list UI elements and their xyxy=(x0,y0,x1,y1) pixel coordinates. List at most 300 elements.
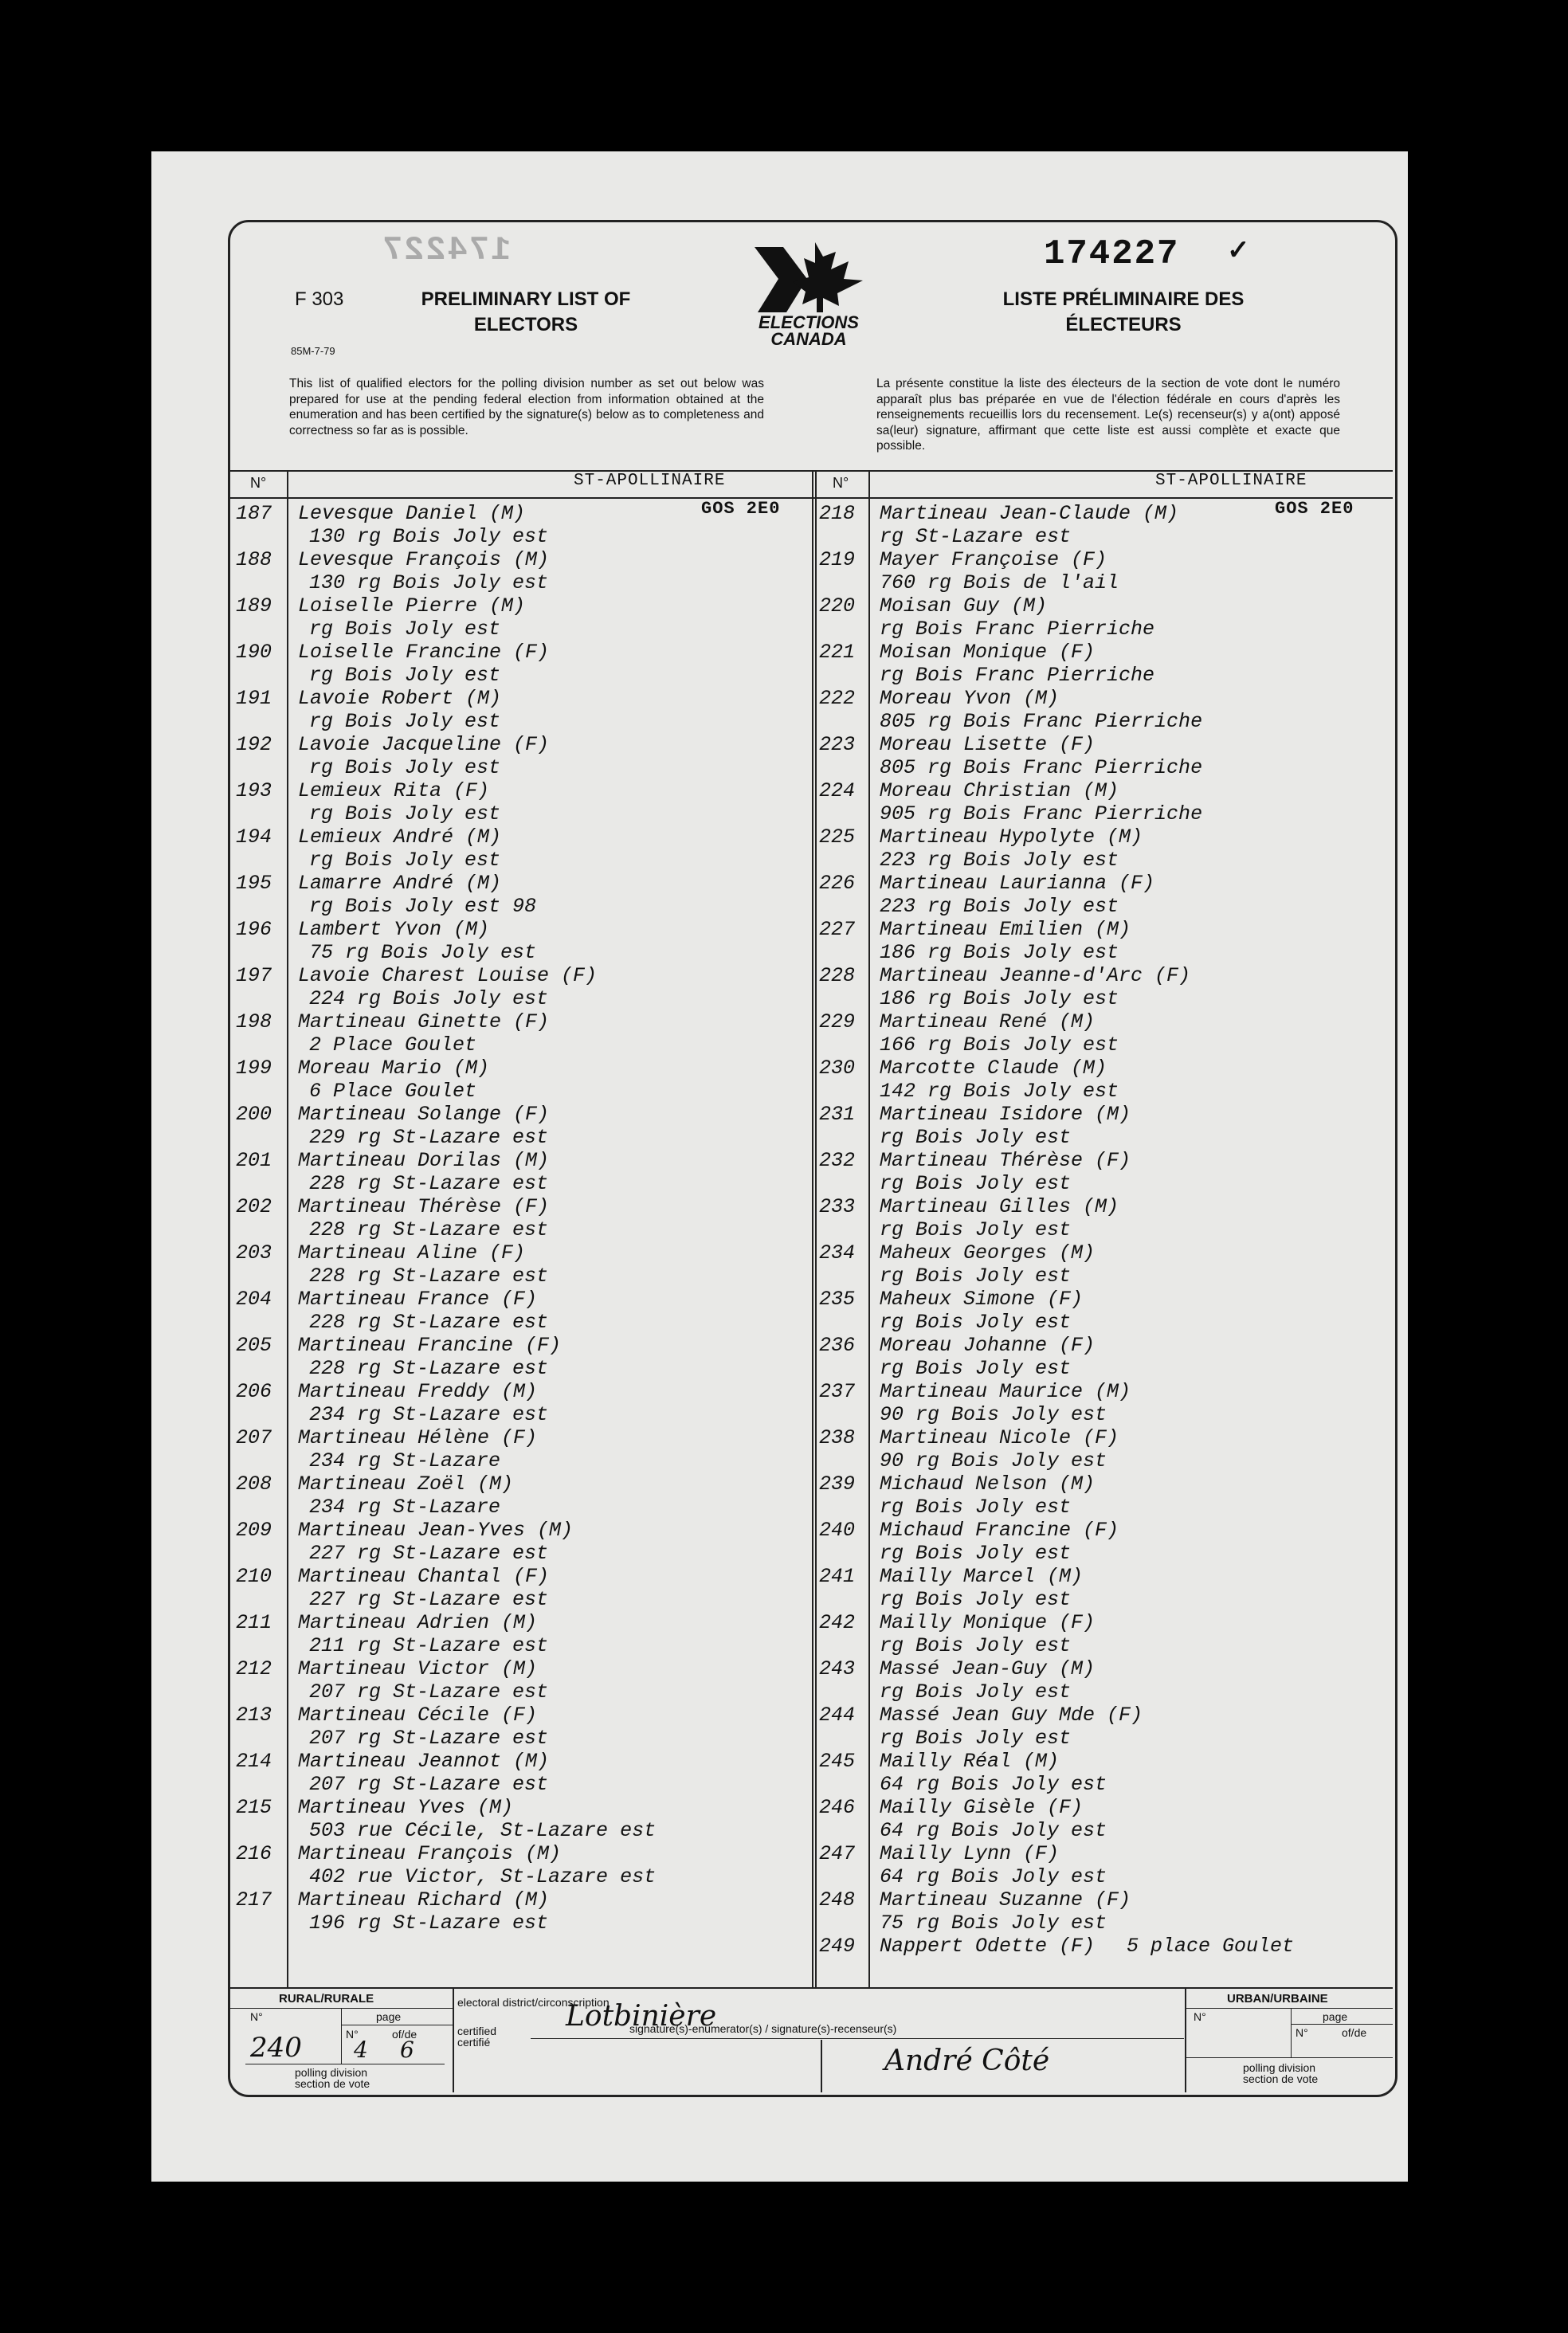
elector-number: 235 xyxy=(819,1288,856,1311)
elector-name: Massé Jean Guy Mde (F) xyxy=(880,1704,1143,1727)
elector-name: Martineau Dorilas (M) xyxy=(298,1149,550,1172)
elector-name: Mayer Françoise (F) xyxy=(880,548,1107,571)
signature-label: signature(s)-enumerator(s) / signature(s)-recenseur(s) xyxy=(629,2022,897,2035)
elector-name: Martineau Isidore (M) xyxy=(880,1103,1131,1126)
elector-entry xyxy=(819,1704,1393,1750)
elector-name: Moreau Mario (M) xyxy=(298,1057,490,1080)
elector-name: Lemieux André (M) xyxy=(298,825,502,849)
elector-name: Martineau Gilles (M) xyxy=(880,1195,1119,1218)
elector-entry xyxy=(819,1149,1393,1195)
elector-name: Moisan Guy (M) xyxy=(880,594,1048,618)
elector-entry xyxy=(819,1334,1393,1380)
elector-address: 90 rg Bois Joly est xyxy=(880,1403,1107,1426)
elector-name: Martineau Cécile (F) xyxy=(298,1704,538,1727)
district-rule xyxy=(531,2038,1184,2039)
elector-address: rg Bois Joly est xyxy=(309,618,501,641)
elector-number: 195 xyxy=(236,872,272,895)
elector-name: Moreau Lisette (F) xyxy=(880,733,1096,756)
elector-number: 230 xyxy=(819,1057,856,1080)
elector-address: 234 rg St-Lazare xyxy=(309,1496,501,1519)
elector-address: 905 rg Bois Franc Pierriche xyxy=(880,802,1203,825)
urban-rule xyxy=(1185,2008,1393,2009)
elector-entry xyxy=(236,1103,809,1149)
elector-address: rg Bois Joly est xyxy=(309,802,501,825)
elector-name: Maheux Simone (F) xyxy=(880,1288,1084,1311)
elector-name: Martineau Nicole (F) xyxy=(880,1426,1119,1449)
elector-entry xyxy=(236,1195,809,1241)
elector-number: 199 xyxy=(236,1057,272,1080)
elector-address: 227 rg St-Lazare est xyxy=(309,1588,549,1611)
elector-number: 214 xyxy=(236,1750,272,1773)
elector-number: 202 xyxy=(236,1195,272,1218)
urban-page-no-label: N° xyxy=(1296,2026,1308,2039)
elector-entry xyxy=(236,641,809,687)
elector-entry xyxy=(236,687,809,733)
elector-number: 193 xyxy=(236,779,272,802)
elector-address: 186 rg Bois Joly est xyxy=(880,941,1119,964)
elector-name: Lemieux Rita (F) xyxy=(298,779,490,802)
elector-number: 237 xyxy=(819,1380,856,1403)
elector-name: Moreau Johanne (F) xyxy=(880,1334,1096,1357)
elector-name: Martineau Jeannot (M) xyxy=(298,1750,550,1773)
elector-name: Mailly Lynn (F) xyxy=(880,1842,1060,1865)
elector-number: 198 xyxy=(236,1010,272,1033)
elector-number: 210 xyxy=(236,1565,272,1588)
elector-number: 236 xyxy=(819,1334,856,1357)
urban-of-label: of/de xyxy=(1342,2026,1367,2039)
elector-name: Martineau France (F) xyxy=(298,1288,538,1311)
elector-address: 196 rg St-Lazare est xyxy=(309,1911,549,1935)
elector-address: 223 rg Bois Joly est xyxy=(880,849,1119,872)
elector-address: 207 rg St-Lazare est xyxy=(309,1773,549,1796)
elector-entry xyxy=(819,1472,1393,1519)
elector-name: Martineau Francine (F) xyxy=(298,1334,562,1357)
right-precinct: ST-APOLLINAIRE xyxy=(1155,472,1307,490)
elector-name: Michaud Nelson (M) xyxy=(880,1472,1096,1496)
elector-address: 5 place Goulet xyxy=(1127,1935,1295,1958)
elector-number: 219 xyxy=(819,548,856,571)
elector-number: 244 xyxy=(819,1704,856,1727)
polling-division-label: polling division xyxy=(295,2066,368,2079)
elector-address: 223 rg Bois Joly est xyxy=(880,895,1119,918)
elector-name: Martineau Richard (M) xyxy=(298,1888,550,1911)
elector-number: 243 xyxy=(819,1657,856,1680)
elector-number: 216 xyxy=(236,1842,272,1865)
elector-address: 503 rue Cécile, St-Lazare est xyxy=(309,1819,657,1842)
elector-entry xyxy=(819,1842,1393,1888)
right-no-header: N° xyxy=(833,475,849,491)
elector-name: Martineau Victor (M) xyxy=(298,1657,538,1680)
elector-number: 239 xyxy=(819,1472,856,1496)
elector-address: 142 rg Bois Joly est xyxy=(880,1080,1119,1103)
elector-entry xyxy=(236,918,809,964)
elector-address: rg Bois Joly est xyxy=(880,1357,1072,1380)
elector-address: 224 rg Bois Joly est xyxy=(309,987,549,1010)
elector-address: 186 rg Bois Joly est xyxy=(880,987,1119,1010)
rural-page-divider xyxy=(341,2008,342,2064)
elector-name: Marcotte Claude (M) xyxy=(880,1057,1107,1080)
elector-entry xyxy=(236,825,809,872)
urban-bottom-rule xyxy=(1185,2057,1393,2058)
elector-entry xyxy=(236,1565,809,1611)
elector-name: Mailly Réal (M) xyxy=(880,1750,1060,1773)
elector-entry xyxy=(236,872,809,918)
footer-signature-divider xyxy=(821,2040,822,2092)
elector-address: rg Bois Joly est xyxy=(309,664,501,687)
elector-address: rg Bois Joly est xyxy=(309,710,501,733)
footer-top-rule xyxy=(229,1987,1393,1989)
elector-entry xyxy=(236,502,809,548)
elector-number: 190 xyxy=(236,641,272,664)
elector-address: 207 rg St-Lazare est xyxy=(309,1680,549,1704)
elector-address: 2 Place Goulet xyxy=(309,1033,477,1057)
elector-entry xyxy=(819,641,1393,687)
rural-label: RURAL/RURALE xyxy=(279,1992,374,2006)
elector-number: 189 xyxy=(236,594,272,618)
elector-entry xyxy=(236,1796,809,1842)
elector-name: Martineau Maurice (M) xyxy=(880,1380,1131,1403)
polling-division-label-fr: section de vote xyxy=(295,2077,370,2090)
elector-address: 228 rg St-Lazare est xyxy=(309,1311,549,1334)
elector-entry xyxy=(236,1149,809,1195)
form-number: F 303 xyxy=(295,288,344,310)
elector-entry xyxy=(819,1519,1393,1565)
elector-address: rg Bois Joly est xyxy=(880,1588,1072,1611)
page-total: 6 xyxy=(400,2037,414,2063)
elector-number: 215 xyxy=(236,1796,272,1819)
elector-number: 218 xyxy=(819,502,856,525)
elector-name: Martineau Chantal (F) xyxy=(298,1565,550,1588)
right-postal-code: GOS 2E0 xyxy=(1275,499,1354,519)
elector-address: 228 rg St-Lazare est xyxy=(309,1265,549,1288)
elector-address: 64 rg Bois Joly est xyxy=(880,1865,1107,1888)
elector-name: Maheux Georges (M) xyxy=(880,1241,1096,1265)
elector-name: Martineau Hélène (F) xyxy=(298,1426,538,1449)
elector-entry xyxy=(236,1334,809,1380)
left-precinct: ST-APOLLINAIRE xyxy=(574,472,726,490)
elector-name: Moisan Monique (F) xyxy=(880,641,1096,664)
elector-entry xyxy=(819,1611,1393,1657)
elector-address: 166 rg Bois Joly est xyxy=(880,1033,1119,1057)
elector-address: rg Bois Joly est xyxy=(880,1218,1072,1241)
logo-text-canada: CANADA xyxy=(770,329,847,349)
elector-address: rg Bois Joly est xyxy=(880,1311,1072,1334)
elector-address: 805 rg Bois Franc Pierriche xyxy=(880,756,1203,779)
rural-no-label: N° xyxy=(250,2010,263,2023)
elector-name: Martineau Emilien (M) xyxy=(880,918,1131,941)
elector-name: Lavoie Charest Louise (F) xyxy=(298,964,598,987)
elector-number: 228 xyxy=(819,964,856,987)
rural-page-no-label: N° xyxy=(346,2028,359,2041)
elector-number: 211 xyxy=(236,1611,272,1634)
elector-number: 205 xyxy=(236,1334,272,1357)
elector-name: Michaud Francine (F) xyxy=(880,1519,1119,1542)
elector-entry xyxy=(819,918,1393,964)
elector-name: Loiselle Francine (F) xyxy=(298,641,550,664)
elector-number: 240 xyxy=(819,1519,856,1542)
urban-no-label: N° xyxy=(1194,2010,1206,2023)
elector-number: 248 xyxy=(819,1888,856,1911)
polling-division-number: 240 xyxy=(250,2032,302,2064)
elector-number: 208 xyxy=(236,1472,272,1496)
elector-number: 187 xyxy=(236,502,272,525)
title-french: LISTE PRÉLIMINAIRE DES ÉLECTEURS xyxy=(1002,288,1245,335)
elector-entry xyxy=(236,1380,809,1426)
elector-name: Nappert Odette (F) xyxy=(880,1935,1096,1958)
elector-name: Levesque François (M) xyxy=(298,548,550,571)
elector-name: Martineau Zoël (M) xyxy=(298,1472,514,1496)
elector-number: 213 xyxy=(236,1704,272,1727)
elector-entry xyxy=(819,1010,1393,1057)
elector-entry xyxy=(819,1888,1393,1935)
elector-name: Martineau Ginette (F) xyxy=(298,1010,550,1033)
elector-entry xyxy=(819,872,1393,918)
elector-address: 234 rg St-Lazare xyxy=(309,1449,501,1472)
urban-page-rule xyxy=(1291,2024,1393,2025)
elector-entry xyxy=(819,1380,1393,1426)
elector-number: 229 xyxy=(819,1010,856,1033)
elector-entry xyxy=(236,1888,809,1935)
elector-number: 207 xyxy=(236,1426,272,1449)
elector-name: Lavoie Jacqueline (F) xyxy=(298,733,550,756)
elector-number: 191 xyxy=(236,687,272,710)
elector-address: rg Bois Joly est xyxy=(309,849,501,872)
elector-address: 228 rg St-Lazare est xyxy=(309,1172,549,1195)
elector-number: 196 xyxy=(236,918,272,941)
elector-name: Mailly Marcel (M) xyxy=(880,1565,1084,1588)
elections-canada-logo xyxy=(737,241,880,352)
elector-address: rg Bois Joly est xyxy=(880,1680,1072,1704)
elector-name: Loiselle Pierre (M) xyxy=(298,594,526,618)
elector-address: rg Bois Joly est 98 xyxy=(309,895,537,918)
elector-number: 231 xyxy=(819,1103,856,1126)
elector-address: 402 rue Victor, St-Lazare est xyxy=(309,1865,657,1888)
elector-entry xyxy=(819,779,1393,825)
elector-name: Mailly Gisèle (F) xyxy=(880,1796,1084,1819)
elector-name: Lavoie Robert (M) xyxy=(298,687,502,710)
elector-number: 225 xyxy=(819,825,856,849)
elector-number: 223 xyxy=(819,733,856,756)
elector-entry xyxy=(819,1657,1393,1704)
elector-entry xyxy=(819,1935,1393,1981)
elector-address: rg Bois Franc Pierriche xyxy=(880,618,1155,641)
elector-address: 130 rg Bois Joly est xyxy=(309,571,549,594)
elector-entry xyxy=(819,1241,1393,1288)
elector-name: Martineau Jean-Yves (M) xyxy=(298,1519,574,1542)
serial-number: 174227 xyxy=(1044,234,1180,274)
serial-number-mirrored: 174227 xyxy=(381,231,512,269)
elector-name: Martineau Solange (F) xyxy=(298,1103,550,1126)
elector-address: rg Bois Joly est xyxy=(309,756,501,779)
elector-address: rg Bois Joly est xyxy=(880,1126,1072,1149)
elector-number: 222 xyxy=(819,687,856,710)
elector-address: 64 rg Bois Joly est xyxy=(880,1819,1107,1842)
elector-entry xyxy=(819,1195,1393,1241)
elector-entry xyxy=(819,1796,1393,1842)
form-sheet xyxy=(151,151,1408,2182)
elector-address: rg Bois Joly est xyxy=(880,1542,1072,1565)
elector-name: Martineau Yves (M) xyxy=(298,1796,514,1819)
elector-entry xyxy=(236,1426,809,1472)
elector-number: 212 xyxy=(236,1657,272,1680)
elector-name: Martineau Jeanne-d'Arc (F) xyxy=(880,964,1191,987)
elector-number: 197 xyxy=(236,964,272,987)
elector-address: rg Bois Joly est xyxy=(880,1172,1072,1195)
elector-entry xyxy=(819,1565,1393,1611)
rural-page-label: page xyxy=(376,2010,402,2023)
maple-leaf-x-icon xyxy=(737,241,880,316)
check-mark: ✓ xyxy=(1227,235,1250,265)
elector-address: rg Bois Joly est xyxy=(880,1496,1072,1519)
elector-name: Moreau Yvon (M) xyxy=(880,687,1060,710)
elector-entry xyxy=(819,1750,1393,1796)
elector-address: 90 rg Bois Joly est xyxy=(880,1449,1107,1472)
elector-name: Martineau Thérèse (F) xyxy=(880,1149,1131,1172)
elector-number: 241 xyxy=(819,1565,856,1588)
elector-number: 227 xyxy=(819,918,856,941)
footer-urban-divider xyxy=(1185,1987,1186,2092)
elector-entry xyxy=(236,964,809,1010)
elector-entry xyxy=(819,548,1393,594)
elector-number: 245 xyxy=(819,1750,856,1773)
elector-number: 206 xyxy=(236,1380,272,1403)
elector-entry xyxy=(236,1519,809,1565)
elector-address: rg Bois Joly est xyxy=(880,1727,1072,1750)
elector-address: 211 rg St-Lazare est xyxy=(309,1634,549,1657)
elector-name: Massé Jean-Guy (M) xyxy=(880,1657,1096,1680)
elector-entry xyxy=(819,1103,1393,1149)
urban-polling-division-label-fr: section de vote xyxy=(1243,2072,1319,2085)
elector-address: 228 rg St-Lazare est xyxy=(309,1357,549,1380)
elector-name: Martineau Adrien (M) xyxy=(298,1611,538,1634)
elector-name: Levesque Daniel (M) xyxy=(298,502,526,525)
elector-address: 75 rg Bois Joly est xyxy=(880,1911,1107,1935)
elector-entry xyxy=(236,1704,809,1750)
elector-entry xyxy=(236,1611,809,1657)
elector-number: 247 xyxy=(819,1842,856,1865)
elector-entry xyxy=(236,548,809,594)
center-divider-b xyxy=(815,470,817,1987)
elector-address: 234 rg St-Lazare est xyxy=(309,1403,549,1426)
elector-entry xyxy=(819,825,1393,872)
elector-address: 207 rg St-Lazare est xyxy=(309,1727,549,1750)
elector-entry xyxy=(819,1057,1393,1103)
elector-name: Lamarre André (M) xyxy=(298,872,502,895)
elector-entry xyxy=(236,1842,809,1888)
elector-number: 194 xyxy=(236,825,272,849)
elector-name: Moreau Christian (M) xyxy=(880,779,1119,802)
elector-name: Lambert Yvon (M) xyxy=(298,918,490,941)
electoral-district-value: Lotbinière xyxy=(566,2000,717,2033)
intro-text-english: This list of qualified electors for the polling division number as set out below was prepared for use at the pending federal election from information obtained at the enumeration and has been certified by the signature(s) below as to completeness and correctness so far as is possible. xyxy=(289,377,764,437)
elector-address: 760 rg Bois de l'ail xyxy=(880,571,1119,594)
elector-number: 233 xyxy=(819,1195,856,1218)
rural-of-label: of/de xyxy=(392,2028,417,2041)
elector-number: 220 xyxy=(819,594,856,618)
elector-entry xyxy=(819,502,1393,548)
elector-number: 217 xyxy=(236,1888,272,1911)
intro-text-french: La présente constitue la liste des électeurs de la section de vote dont le numéro apparaît plus bas préparée en vue de l'élection fédérale en cours d'après les renseignements recueillis lors du recensement. Le(s) recenseur(s) y a(ont) apposé sa(leur) signature, affirmant que cette liste est aussi complète et exacte que possible. xyxy=(876,377,1340,453)
elector-entry xyxy=(236,1750,809,1796)
elector-number: 246 xyxy=(819,1796,856,1819)
elector-number: 249 xyxy=(819,1935,856,1958)
urban-page-label: page xyxy=(1323,2010,1348,2023)
elector-number: 242 xyxy=(819,1611,856,1634)
elector-number: 200 xyxy=(236,1103,272,1126)
footer-rural-divider xyxy=(453,1987,454,2092)
elector-name: Martineau Suzanne (F) xyxy=(880,1888,1131,1911)
elector-entry xyxy=(236,1657,809,1704)
certified-label-fr: certifié xyxy=(457,2036,491,2049)
elector-name: Mailly Monique (F) xyxy=(880,1611,1096,1634)
elector-name: Martineau Hypolyte (M) xyxy=(880,825,1143,849)
elector-entry xyxy=(236,1472,809,1519)
elector-entry xyxy=(236,779,809,825)
elector-entry xyxy=(236,1010,809,1057)
left-postal-code: GOS 2E0 xyxy=(701,499,781,519)
elector-entry xyxy=(819,687,1393,733)
center-divider-a xyxy=(812,470,813,1987)
elector-name: Martineau Laurianna (F) xyxy=(880,872,1155,895)
elector-number: 221 xyxy=(819,641,856,664)
elector-number: 204 xyxy=(236,1288,272,1311)
elector-number: 201 xyxy=(236,1149,272,1172)
elector-name: Martineau Aline (F) xyxy=(298,1241,526,1265)
elector-name: Martineau François (M) xyxy=(298,1842,562,1865)
elector-entry xyxy=(819,1426,1393,1472)
elector-number: 234 xyxy=(819,1241,856,1265)
elector-address: 64 rg Bois Joly est xyxy=(880,1773,1107,1796)
elector-entry xyxy=(236,1241,809,1288)
title-english: PRELIMINARY LIST OF ELECTORS xyxy=(421,288,631,335)
elector-number: 232 xyxy=(819,1149,856,1172)
elector-address: rg Bois Joly est xyxy=(880,1265,1072,1288)
elector-entry xyxy=(819,964,1393,1010)
elector-address: 6 Place Goulet xyxy=(309,1080,477,1103)
logo-text-elections: ELECTIONS xyxy=(759,312,859,332)
header-bottom-rule xyxy=(229,497,1393,499)
elector-address: 228 rg St-Lazare est xyxy=(309,1218,549,1241)
elector-entry xyxy=(236,594,809,641)
elector-name: Martineau Thérèse (F) xyxy=(298,1195,550,1218)
elector-number: 238 xyxy=(819,1426,856,1449)
elector-number: 203 xyxy=(236,1241,272,1265)
enumerator-signature: André Côté xyxy=(884,2045,1050,2077)
elector-entry xyxy=(819,1288,1393,1334)
elector-name: Martineau René (M) xyxy=(880,1010,1096,1033)
elector-entry xyxy=(236,733,809,779)
elector-entry xyxy=(819,594,1393,641)
page-number: 4 xyxy=(354,2037,368,2063)
elector-number: 226 xyxy=(819,872,856,895)
electoral-district-label: electoral district/circonscription xyxy=(457,1996,610,2009)
elector-number: 188 xyxy=(236,548,272,571)
elector-name: Martineau Jean-Claude (M) xyxy=(880,502,1179,525)
urban-page-divider xyxy=(1291,2008,1292,2057)
elector-number: 192 xyxy=(236,733,272,756)
elector-address: 130 rg Bois Joly est xyxy=(309,525,549,548)
elector-address: 805 rg Bois Franc Pierriche xyxy=(880,710,1203,733)
elector-address: rg Bois Franc Pierriche xyxy=(880,664,1155,687)
elector-name: Martineau Freddy (M) xyxy=(298,1380,538,1403)
elector-entry xyxy=(236,1057,809,1103)
elector-number: 209 xyxy=(236,1519,272,1542)
urban-label: URBAN/URBAINE xyxy=(1227,1992,1328,2006)
form-edition: 85M-7-79 xyxy=(291,345,335,357)
elector-address: 75 rg Bois Joly est xyxy=(309,941,537,964)
elector-address: 227 rg St-Lazare est xyxy=(309,1542,549,1565)
elector-number: 224 xyxy=(819,779,856,802)
